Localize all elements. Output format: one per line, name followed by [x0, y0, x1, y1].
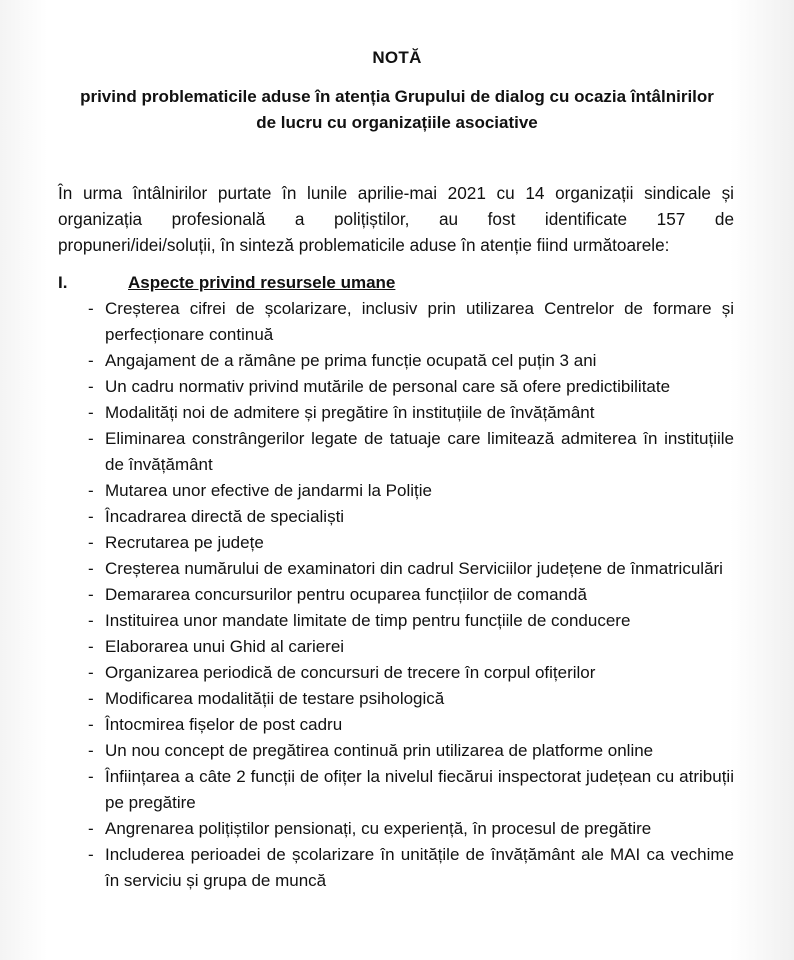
list-item — [58, 660, 734, 686]
list-item-text: Includerea perioadei de școlarizare în unitățile de învățământ ale MAI ca vechime în serviciu și grupa de muncă — [105, 845, 734, 890]
list-item — [58, 582, 734, 608]
bullet-dash: - — [88, 741, 94, 760]
bullet-dash: - — [88, 299, 94, 318]
list-item-text: Un nou concept de pregătirea continuă prin utilizarea de platforme online — [105, 741, 654, 760]
list-item — [58, 686, 734, 712]
list-item-text: Elaborarea unui Ghid al carierei — [105, 637, 345, 656]
bullet-dash: - — [88, 559, 94, 578]
list-item — [58, 764, 734, 816]
bullet-dash: - — [88, 351, 94, 370]
list-item-text: Creșterea numărului de examinatori din cadrul Serviciilor județene de înmatriculări — [105, 559, 723, 578]
bullet-dash: - — [88, 767, 94, 786]
list-item — [58, 504, 734, 530]
list-item — [58, 842, 734, 894]
section-heading-row — [58, 271, 395, 295]
bullet-dash: - — [88, 533, 94, 552]
list-item-text: Încadrarea directă de specialiști — [105, 507, 345, 526]
subtitle-line-2: de lucru cu organizațiile asociative — [256, 113, 538, 132]
bullet-dash: - — [88, 611, 94, 630]
list-item — [58, 738, 734, 764]
list-item — [58, 608, 734, 634]
list-item — [58, 530, 734, 556]
list-item-text: Înființarea a câte 2 funcții de ofițer la nivelul fiecărui inspectorat județean cu atribuții pe pregătire — [105, 767, 734, 812]
list-item-text: Mutarea unor efective de jandarmi la Poliție — [105, 481, 432, 500]
list-item — [58, 374, 734, 400]
list-item-text: Instituirea unor mandate limitate de timp pentru funcțiile de conducere — [105, 611, 631, 630]
list-item — [58, 348, 734, 374]
list-item — [58, 634, 734, 660]
list-item-text: Întocmirea fișelor de post cadru — [105, 715, 343, 734]
bullet-dash: - — [88, 663, 94, 682]
list-item-text: Angrenarea polițiștilor pensionați, cu experiență, în procesul de pregătire — [105, 819, 652, 838]
bullet-dash: - — [88, 481, 94, 500]
document-title: NOTĂ — [372, 48, 422, 67]
bullet-dash: - — [88, 403, 94, 422]
proposals-list — [58, 296, 734, 894]
list-item-text: Modalități noi de admitere și pregătire în instituțiile de învățământ — [105, 403, 595, 422]
list-item-text: Creșterea cifrei de școlarizare, inclusiv prin utilizarea Centrelor de formare și perfecționare continuă — [105, 299, 734, 344]
bullet-dash: - — [88, 689, 94, 708]
bullet-dash: - — [88, 507, 94, 526]
list-item — [58, 296, 734, 348]
list-item-text: Demararea concursurilor pentru ocuparea funcțiilor de comandă — [105, 585, 587, 604]
intro-line-2: organizația profesională a polițiștilor, au fost identificate 157 de — [58, 209, 734, 229]
list-item — [58, 426, 734, 478]
bullet-dash: - — [88, 845, 94, 864]
bullet-dash: - — [88, 715, 94, 734]
section-number: I. — [58, 273, 68, 292]
intro-line-3: propuneri/idei/soluții, în sinteză problematicile aduse în atenție fiind următoarele: — [58, 235, 670, 255]
intro-line-1: În urma întâlnirilor purtate în lunile aprilie-mai 2021 cu 14 organizații sindicale și — [58, 183, 734, 203]
list-item — [58, 478, 734, 504]
list-item-text: Recrutarea pe județe — [105, 533, 264, 552]
list-item — [58, 556, 734, 582]
intro-paragraph — [58, 180, 734, 258]
list-item — [58, 400, 734, 426]
section-heading: Aspecte privind resursele umane — [128, 273, 396, 292]
list-item-text: Organizarea periodică de concursuri de trecere în corpul ofițerilor — [105, 663, 596, 682]
document-subtitle — [40, 84, 754, 136]
list-item — [58, 712, 734, 738]
list-item-text: Eliminarea constrângerilor legate de tatuaje care limitează admiterea în instituțiile de învățământ — [105, 429, 734, 474]
list-item-text: Angajament de a rămâne pe prima funcție ocupată cel puțin 3 ani — [105, 351, 597, 370]
bullet-dash: - — [88, 429, 94, 448]
bullet-dash: - — [88, 377, 94, 396]
list-item — [58, 816, 734, 842]
list-item-text: Modificarea modalității de testare psihologică — [105, 689, 445, 708]
subtitle-line-1: privind problematicile aduse în atenția Grupului de dialog cu ocazia întâlnirilor — [80, 87, 714, 106]
bullet-dash: - — [88, 585, 94, 604]
list-item-text: Un cadru normativ privind mutările de personal care să ofere predictibilitate — [105, 377, 671, 396]
bullet-dash: - — [88, 637, 94, 656]
bullet-dash: - — [88, 819, 94, 838]
